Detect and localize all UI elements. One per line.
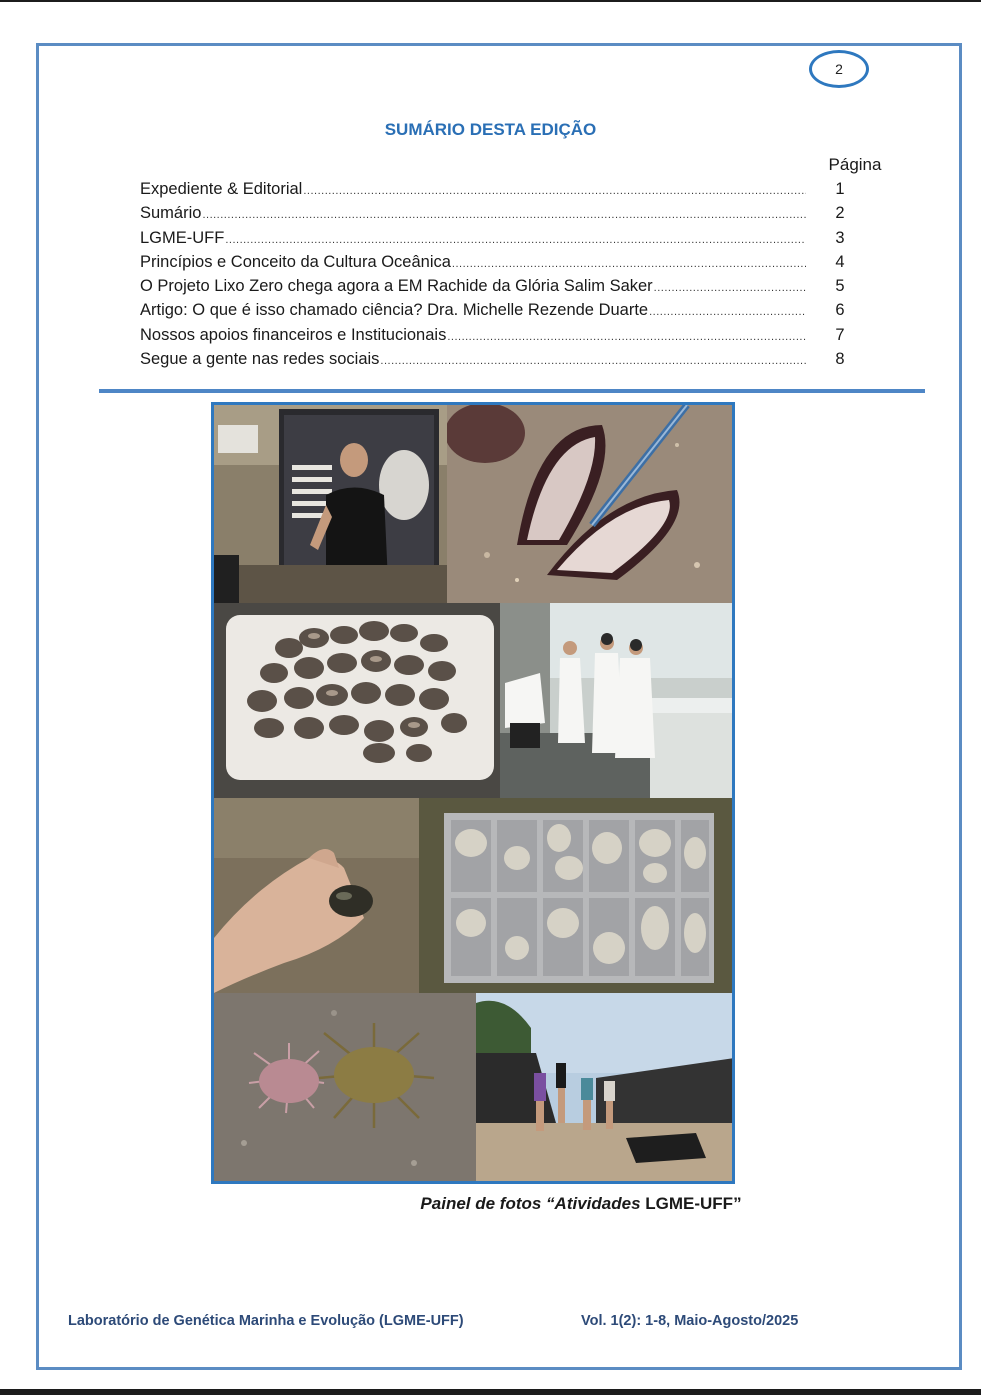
- rocky-beach-photo: [476, 993, 735, 1181]
- toc-entry-label: Nossos apoios financeiros e Institucionais: [140, 325, 447, 344]
- toc-entry-page: 1: [835, 180, 845, 198]
- dot-leader: [380, 349, 806, 373]
- dot-leader: [202, 203, 806, 227]
- dot-leader: [649, 300, 806, 324]
- section-divider: [99, 389, 925, 393]
- toc-page-column-header: Página: [828, 155, 882, 174]
- dot-leader: [225, 228, 806, 252]
- clams-board-photo: [214, 603, 500, 798]
- hand-clam-photo: [214, 798, 419, 993]
- toc-entry[interactable]: [140, 298, 860, 322]
- toc-entry-page: 3: [835, 228, 845, 247]
- table-of-contents: [140, 177, 860, 371]
- caption-bold-part: LGME-UFF”: [645, 1194, 742, 1213]
- dot-leader: [447, 325, 806, 349]
- shell-tray-photo: [419, 798, 735, 993]
- photo-panel: [211, 402, 735, 1184]
- bottom-edge-rule: [0, 1389, 981, 1395]
- toc-entry-page: 2: [835, 204, 845, 223]
- toc-entry-page: 5: [835, 277, 845, 296]
- footer-lab-name: Laboratório de Genética Marinha e Evolução (LGME-UFF): [68, 1313, 464, 1329]
- top-edge-rule: [0, 0, 981, 2]
- caption-italic-part: Painel de fotos “Atividades: [420, 1194, 646, 1213]
- toc-entry-label: O Projeto Lixo Zero chega agora a EM Rachide da Glória Salim Saker: [140, 277, 653, 296]
- page-number-badge: 2: [809, 50, 869, 88]
- toc-entry[interactable]: [140, 274, 860, 298]
- toc-entry-label: Sumário: [140, 204, 202, 223]
- toc-entry-label: Princípios e Conceito da Cultura Oceânica: [140, 252, 451, 271]
- sea-urchins-photo: [214, 993, 476, 1181]
- dot-leader: [303, 179, 806, 203]
- toc-entry[interactable]: [140, 226, 860, 250]
- toc-entry-label: LGME-UFF: [140, 228, 225, 247]
- photo-panel-caption: [0, 1194, 981, 1214]
- toc-entry-label: Segue a gente nas redes sociais: [140, 350, 380, 369]
- toc-entry-page: 8: [835, 350, 845, 369]
- lab-work-photo: [500, 603, 735, 798]
- toc-entry[interactable]: [140, 201, 860, 225]
- dot-leader: [654, 276, 806, 300]
- dot-leader: [452, 252, 806, 276]
- toc-entry-page: 7: [835, 325, 845, 344]
- footer-volume: Vol. 1(2): 1-8, Maio-Agosto/2025: [581, 1313, 799, 1329]
- toc-title: SUMÁRIO DESTA EDIÇÃO: [384, 120, 597, 139]
- toc-entry-page: 4: [835, 252, 845, 271]
- mussel-photo: [447, 405, 735, 603]
- toc-entry[interactable]: [140, 177, 860, 201]
- toc-entry[interactable]: [140, 323, 860, 347]
- toc-entry-page: 6: [835, 301, 845, 320]
- lecture-photo: [214, 405, 447, 603]
- toc-entry-label: Expediente & Editorial: [140, 180, 303, 198]
- toc-entry[interactable]: [140, 250, 860, 274]
- toc-entry-label: Artigo: O que é isso chamado ciência? Dra. Michelle Rezende Duarte: [140, 301, 649, 320]
- toc-entry[interactable]: [140, 347, 860, 371]
